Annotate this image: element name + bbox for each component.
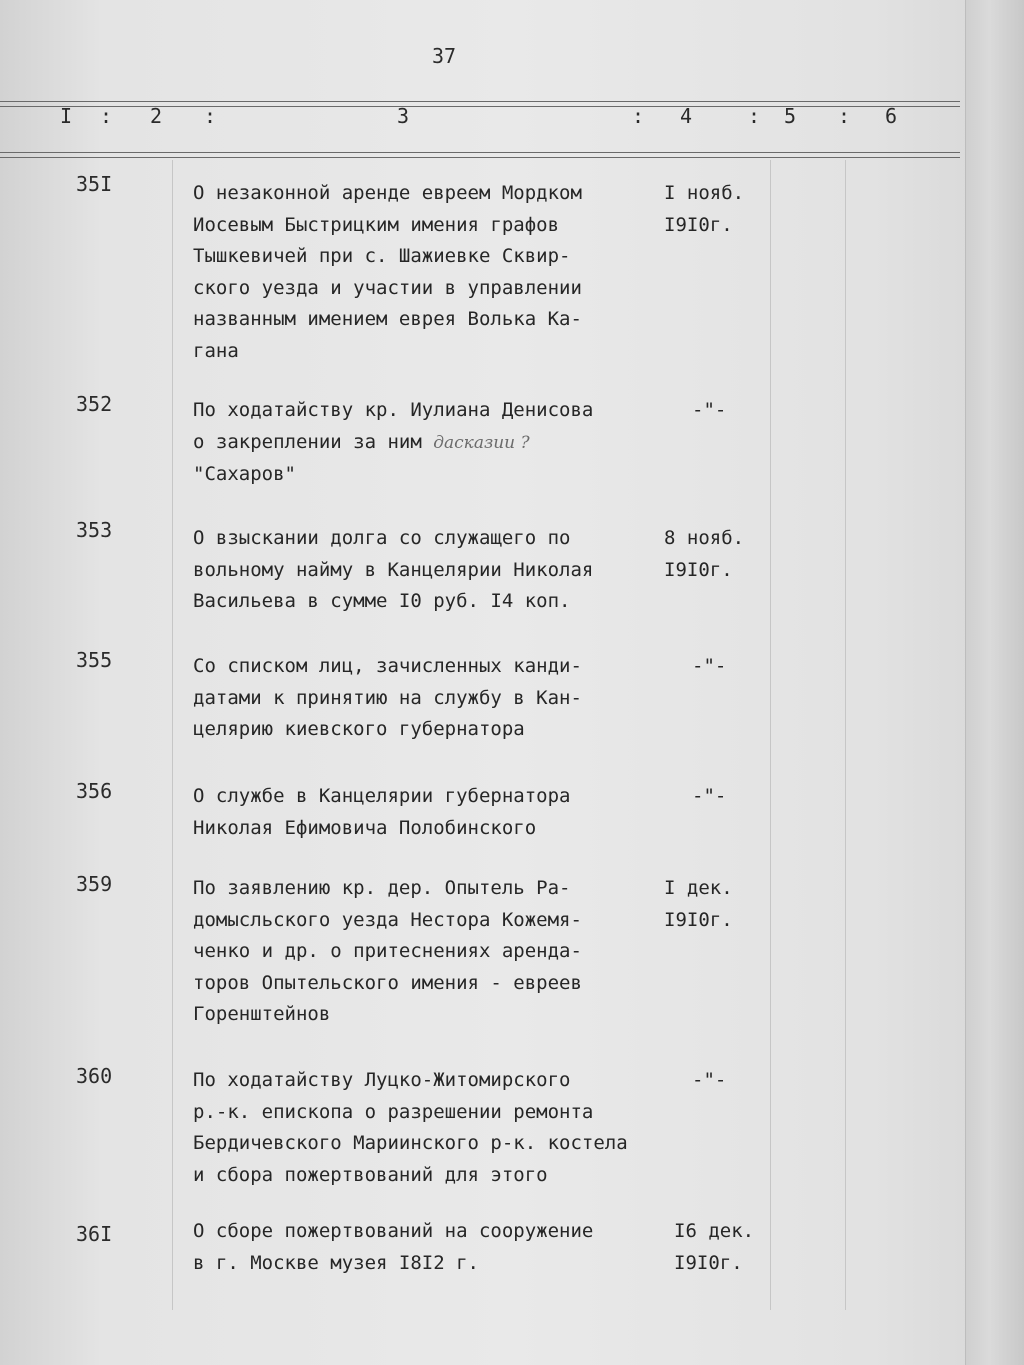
entry-title bbox=[193, 395, 663, 491]
column-separator: : bbox=[204, 104, 217, 128]
column-header-5: 5 bbox=[784, 104, 797, 128]
entry-title: По заявлению кр. дер. Опытель Ра- домысльского уезда Нестора Кожемя- ченко и др. о притеснениях аренда- торов Опытельского имения - евреев Горенштейнов bbox=[193, 877, 582, 1025]
entry-title: О незаконной аренде евреем Мордком Иосевым Быстрицким имения графов Тышкевичей при с. Шажиевке Сквир- ского уезда и участии в управлении названным имением еврея Волька Ка- гана bbox=[193, 182, 582, 362]
entry-title: О службе в Канцелярии губернатора Николая Ефимовича Полобинского bbox=[193, 785, 571, 839]
entry-number: 360 bbox=[76, 1064, 113, 1088]
header-rule-top bbox=[0, 101, 960, 102]
column-header-4: 4 bbox=[680, 104, 693, 128]
column-separator: : bbox=[100, 104, 113, 128]
column-header-2: 2 bbox=[150, 104, 163, 128]
column-separator: : bbox=[838, 104, 851, 128]
column-header-1: I bbox=[60, 104, 73, 128]
entry-title: О взыскании долга со служащего по вольному найму в Канцелярии Николая Васильева в сумме I0 руб. I4 коп. bbox=[193, 527, 594, 612]
entry-date: -"- bbox=[692, 399, 727, 421]
header-rule-bottom bbox=[0, 152, 960, 153]
column-header-6: 6 bbox=[885, 104, 898, 128]
page-edge bbox=[965, 0, 1024, 1365]
column-divider bbox=[845, 160, 846, 1310]
entry-number: 359 bbox=[76, 872, 113, 896]
entry-number: 355 bbox=[76, 648, 113, 672]
column-separator: : bbox=[748, 104, 761, 128]
entry-date: I дек. I9I0г. bbox=[664, 877, 733, 931]
entry-date: 8 нояб. I9I0г. bbox=[664, 527, 745, 581]
entry-number: 36I bbox=[76, 1222, 113, 1246]
entry-title-tail: "Сахаров" bbox=[193, 463, 296, 485]
entry-date: -"- bbox=[692, 655, 727, 677]
entry-date: I6 дек. I9I0г. bbox=[674, 1220, 755, 1274]
column-separator: : bbox=[632, 104, 645, 128]
entry-number: 35I bbox=[76, 172, 113, 196]
handwritten-note: дасказии ? bbox=[433, 432, 530, 453]
column-header-3: 3 bbox=[397, 104, 410, 128]
page-number: 37 bbox=[432, 44, 457, 68]
entry-title: О сборе пожертвований на сооружение в г. Москве музея I8I2 г. bbox=[193, 1220, 594, 1274]
header-rule-bottom-inner bbox=[0, 157, 960, 158]
entry-date: -"- bbox=[692, 1069, 727, 1091]
entry-number: 356 bbox=[76, 779, 113, 803]
entry-title: По ходатайству Луцко-Житомирского р.-к. епископа о разрешении ремонта Бердичевского Мариинского р-к. костела и сбора пожертвований для этого bbox=[193, 1069, 628, 1186]
entry-date: I нояб. I9I0г. bbox=[664, 182, 745, 236]
entry-date: -"- bbox=[692, 785, 727, 807]
entry-title: Со списком лиц, зачисленных канди- датами к принятию на службу в Кан- целярию киевского губернатора bbox=[193, 655, 582, 740]
entry-title-typed: По ходатайству кр. Иулиана Денисова о закреплении за ним bbox=[193, 399, 594, 453]
header-rule-top-inner bbox=[0, 106, 960, 107]
entry-number: 352 bbox=[76, 392, 113, 416]
column-divider bbox=[770, 160, 771, 1310]
column-divider bbox=[172, 160, 173, 1310]
entry-number: 353 bbox=[76, 518, 113, 542]
